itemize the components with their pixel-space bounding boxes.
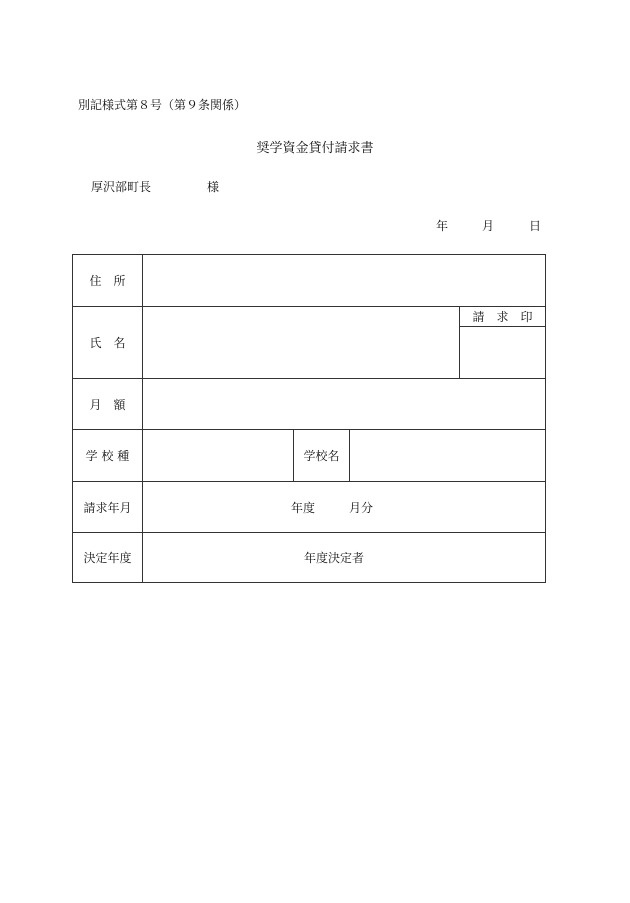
school-name-field[interactable] xyxy=(350,430,545,481)
request-form-table xyxy=(72,254,546,583)
claim-year-unit: 年度 xyxy=(291,500,316,515)
monthly-amount-label: 月 額 xyxy=(89,397,126,412)
addressee: 厚沢部町長 xyxy=(91,180,152,194)
address-field[interactable] xyxy=(143,255,545,306)
claim-month-field[interactable] xyxy=(143,482,545,532)
decision-year-value: 年度決定者 xyxy=(304,551,365,565)
school-type-field[interactable] xyxy=(143,430,293,481)
date-day-label: 日 xyxy=(529,219,542,233)
seal-label: 請 求 印 xyxy=(472,310,533,324)
claim-month-label: 請求年月 xyxy=(83,500,132,515)
honorific: 様 xyxy=(207,180,220,194)
address-label: 住 所 xyxy=(89,274,126,288)
seal-field[interactable] xyxy=(460,327,545,378)
name-field[interactable] xyxy=(143,307,459,378)
school-name-label: 学校名 xyxy=(303,449,340,463)
date-month-label: 月 xyxy=(482,219,495,233)
claim-month-unit: 月分 xyxy=(349,500,374,515)
name-label: 氏 名 xyxy=(89,336,126,350)
decision-year-field[interactable] xyxy=(143,533,545,582)
document-title: 奨学資金貸付請求書 xyxy=(256,141,374,156)
school-type-label: 学 校 種 xyxy=(85,449,130,463)
form-reference: 別記様式第８号（第９条関係） xyxy=(78,98,247,112)
date-year-label: 年 xyxy=(436,219,449,233)
monthly-amount-field[interactable] xyxy=(143,379,545,429)
decision-year-label: 決定年度 xyxy=(83,551,132,565)
